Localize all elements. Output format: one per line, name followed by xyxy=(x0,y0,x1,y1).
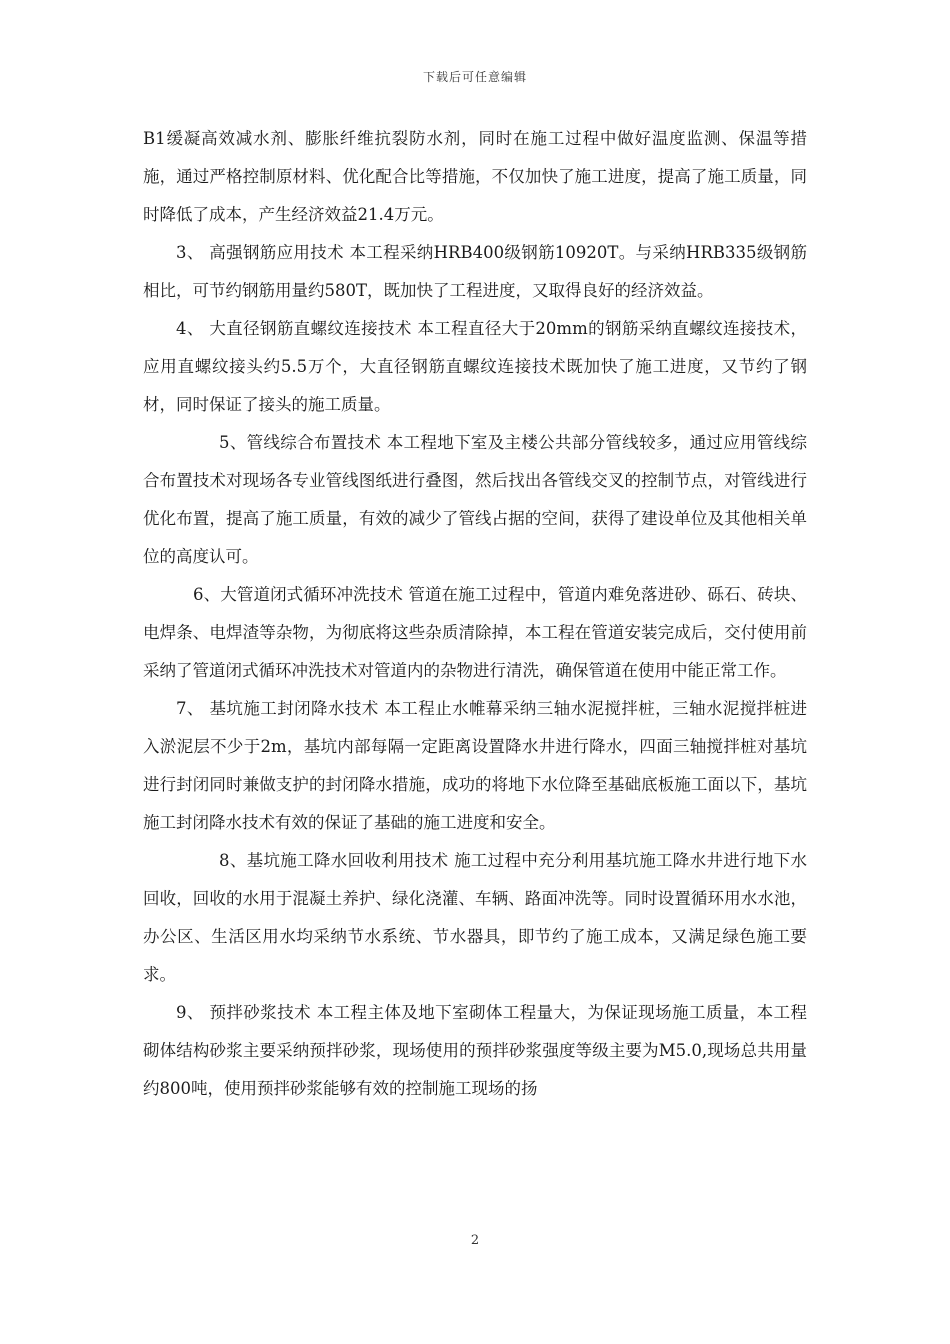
paragraph-high-strength-rebar: 3、 高强钢筋应用技术 本工程采纳HRB400级钢筋10920T。与采纳HRB335级钢筋相比，可节约钢筋用量约580T，既加快了工程进度，又取得良好的经济效益。 xyxy=(143,243,807,300)
page-header: 下载后可任意编辑 xyxy=(422,70,527,84)
paragraph-ready-mix-mortar: 9、 预拌砂浆技术 本工程主体及地下室砌体工程量大，为保证现场施工质量，本工程砌体结构砂浆主要采纳预拌砂浆，现场使用的预拌砂浆强度等级主要为M5.0,现场总共用量约800吨，使用预拌砂浆能够有效的控制施工现场的扬 xyxy=(143,1003,807,1098)
paragraph-rebar-thread-connection: 4、 大直径钢筋直螺纹连接技术 本工程直径大于20mm的钢筋采纳直螺纹连接技术，应用直螺纹接头约5.5万个，大直径钢筋直螺纹连接技术既加快了施工进度，又节约了钢材，同时保证了接头的施工质量。 xyxy=(143,319,807,414)
page-number: 2 xyxy=(470,1233,480,1248)
paragraph-pit-dewatering: 7、 基坑施工封闭降水技术 本工程止水帷幕采纳三轴水泥搅拌桩，三轴水泥搅拌桩进入淤泥层不少于2m，基坑内部每隔一定距离设置降水井进行降水，四面三轴搅拌桩对基坑进行封闭同时兼做支护的封闭降水措施，成功的将地下水位降至基础底板施工面以下，基坑施工封闭降水技术有效的保证了基础的施工进度和安全。 xyxy=(143,699,807,832)
paragraph-water-recycling: 8、基坑施工降水回收利用技术 施工过程中充分利用基坑施工降水井进行地下水回收，回收的水用于混凝土养护、绿化浇灌、车辆、路面冲洗等。同时设置循环用水水池，办公区、生活区用水均采纳节水系统、节水器具，即节约了施工成本，又满足绿色施工要求。 xyxy=(143,851,807,984)
paragraph-concrete-admixture: B1缓凝高效减水剂、膨胀纤维抗裂防水剂，同时在施工过程中做好温度监测、保温等措施，通过严格控制原材料、优化配合比等措施，不仅加快了施工进度，提高了施工质量，同时降低了成本，产生经济效益21.4万元。 xyxy=(143,129,807,224)
paragraph-pipeline-layout: 5、管线综合布置技术 本工程地下室及主楼公共部分管线较多，通过应用管线综合布置技术对现场各专业管线图纸进行叠图，然后找出各管线交叉的控制节点，对管线进行优化布置，提高了施工质量，有效的减少了管线占据的空间，获得了建设单位及其他相关单位的高度认可。 xyxy=(143,433,807,566)
document-body xyxy=(143,120,807,1108)
paragraph-pipe-flushing: 6、大管道闭式循环冲洗技术 管道在施工过程中，管道内难免落进砂、砾石、砖块、电焊条、电焊渣等杂物，为彻底将这些杂质清除掉，本工程在管道安装完成后，交付使用前采纳了管道闭式循环冲洗技术对管道内的杂物进行清洗，确保管道在使用中能正常工作。 xyxy=(143,585,807,680)
